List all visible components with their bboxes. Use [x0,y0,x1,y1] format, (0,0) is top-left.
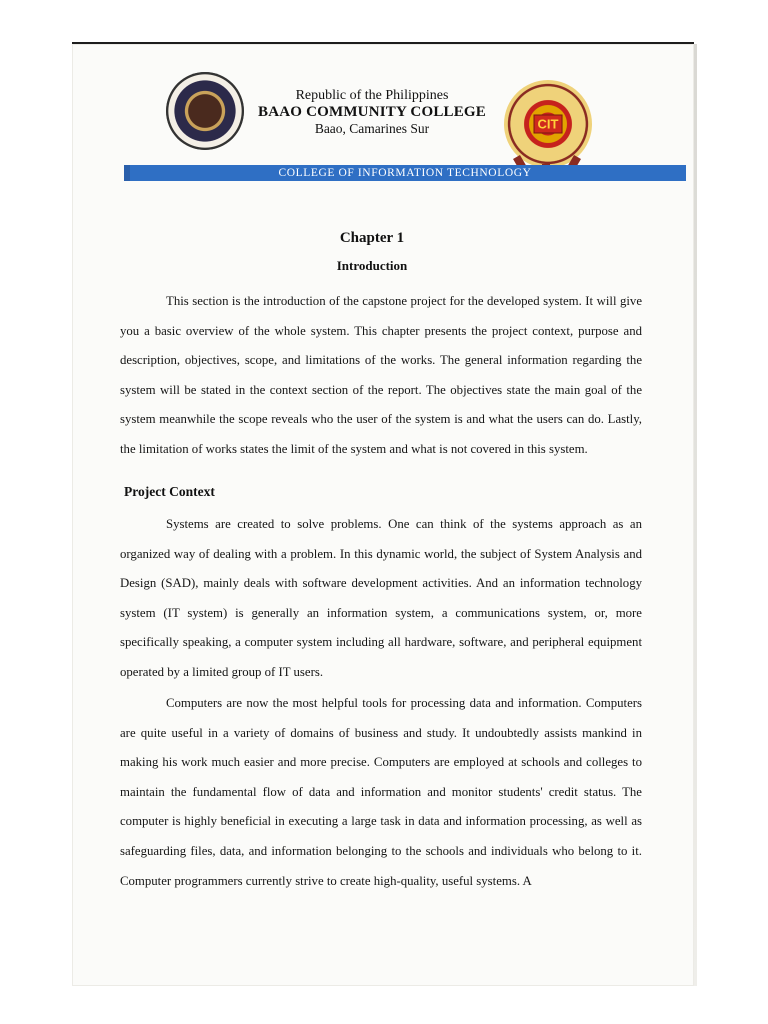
section-heading: Project Context [124,484,215,499]
letterhead [252,88,492,137]
chapter-title: Chapter 1 [339,230,405,246]
banner-text: COLLEGE OF INFORMATION TECHNOLOGY [278,167,532,179]
chapter-subtitle: Introduction [336,258,408,273]
context-paragraph-1 [120,510,642,688]
intro-paragraph [120,287,642,465]
cit-logo-text: CIT [534,115,563,134]
context-text-1: Systems are created to solve problems. One can think of the systems approach as an organized way of dealing with a problem. In this dynamic world, the subject of System Analysis and Design (SAD), mainly deals with software development activities. And an information technology system (IT system) is generally an information system, a communications system, or, more specifically speaking, a computer system including all hardware, software, and peripheral equipment operated by a limited group of IT users. [120,517,642,679]
context-paragraph-2 [120,689,642,896]
college-seal-logo [166,72,244,150]
seal-emblem [166,72,244,150]
page-edge [694,44,697,986]
college-name: BAAO COMMUNITY COLLEGE [257,104,487,120]
department-banner [124,165,686,181]
document-page [72,42,694,986]
context-text-2: Computers are now the most helpful tools for processing data and information. Computers are quite useful in a variety of domains of business and study. It undoubtedly assists mankind in making his work much easier and more precise. Computers are employed at schools and colleges to maintain the fundamental flow of data and information and monitor students' credit status. The computer is highly beneficial in executing a large task in data and information processing, as well as safeguarding files, data, and information belonging to the schools and individuals who belong to it. Computer programmers currently strive to create high-quality, useful systems. A [120,696,642,888]
banner-accent [124,165,130,181]
intro-text: This section is the introduction of the capstone project for the developed system. It will give you a basic overview of the whole system. This chapter presents the project context, purpose and description, objectives, scope, and limitations of the works. The general information regarding the system will be stated in the context section of the report. The objectives state the main goal of the system meanwhile the scope reveals who the user of the system is and what the users can do. Lastly, the limitation of works states the limit of the system and what is not covered in this system. [120,294,642,456]
college-address: Baao, Camarines Sur [314,121,430,136]
republic-line: Republic of the Philippines [295,88,449,103]
cit-logo [504,80,592,168]
